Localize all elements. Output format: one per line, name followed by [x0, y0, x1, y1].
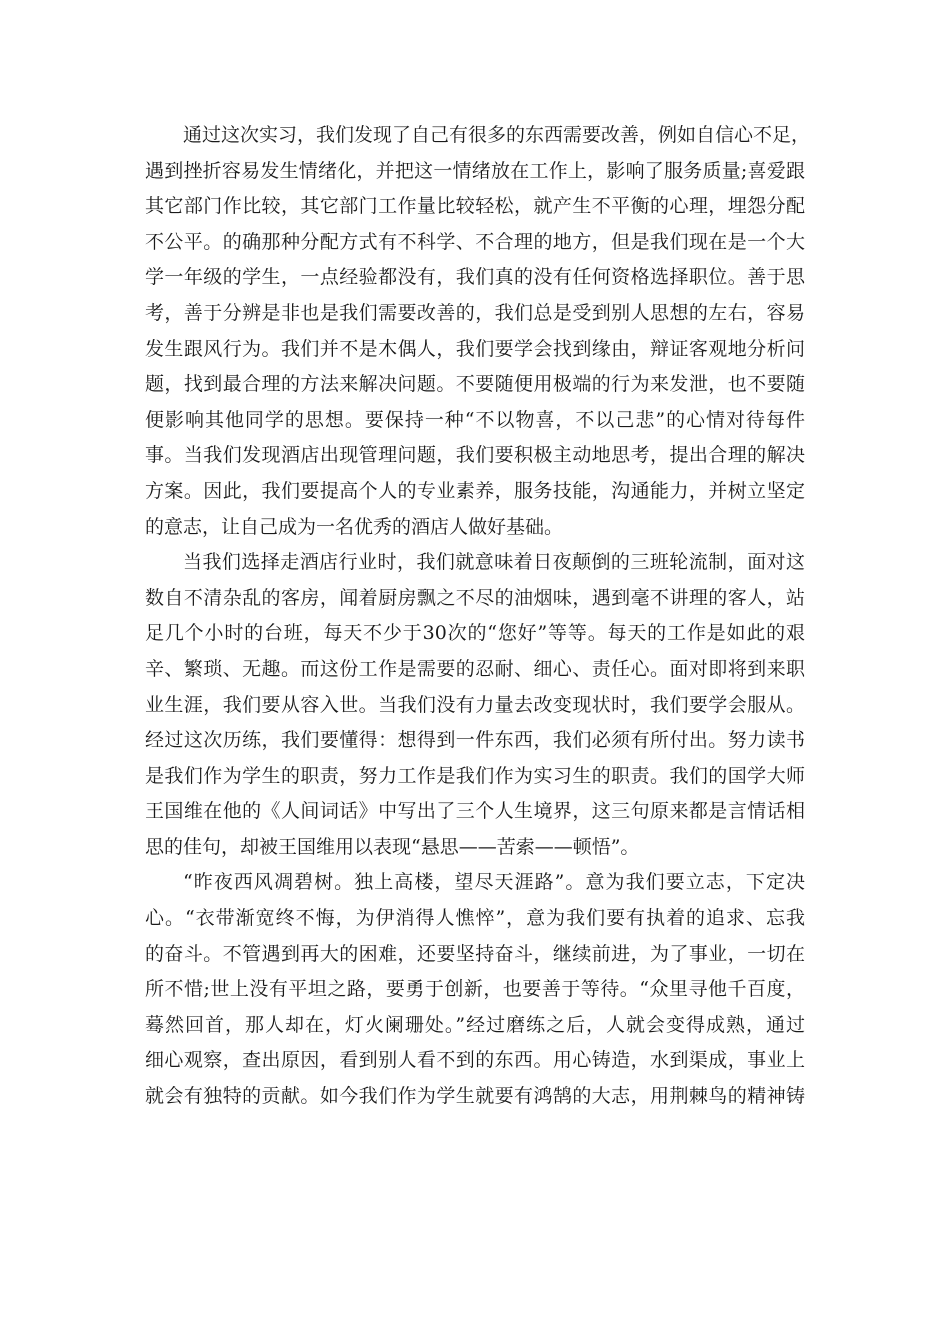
paragraph-2 — [145, 545, 805, 865]
text-line: 便影响其他同学的思想。要保持一种“不以物喜，不以己悲”的心情对待每件 — [145, 408, 805, 431]
text-line: 的意志，让自己成为一名优秀的酒店人做好基础。 — [145, 515, 564, 538]
document-body — [145, 118, 811, 1115]
text-line: 不公平。的确那种分配方式有不科学、不合理的地方，但是我们现在是一个大 — [145, 230, 805, 253]
text-line: 发生跟风行为。我们并不是木偶人，我们要学会找到缘由，辩证客观地分析问 — [145, 337, 805, 360]
text-line: 事。当我们发现酒店出现管理问题，我们要积极主动地思考，提出合理的解决 — [145, 444, 805, 467]
text-line: 其它部门作比较，其它部门工作量比较轻松，就产生不平衡的心理，埋怨分配 — [145, 195, 805, 218]
text-line: 当我们选择走酒店行业时，我们就意味着日夜颠倒的三班轮流制，面对这 — [183, 551, 805, 574]
text-line: 王国维在他的《人间词话》中写出了三个人生境界，这三句原来都是言情话相 — [145, 800, 805, 823]
text-line: 思的佳句，却被王国维用以表现“悬思——苦索——顿悟”。 — [145, 835, 640, 858]
text-line: 蓦然回首，那人却在，灯火阑珊处。”经过磨练之后，人就会变得成熟，通过 — [145, 1013, 805, 1036]
text-line: 遇到挫折容易发生情绪化，并把这一情绪放在工作上，影响了服务质量;喜爱跟 — [145, 159, 805, 182]
text-line: 心。“衣带渐宽终不悔，为伊消得人憔悴”，意为我们要有执着的追求、忘我 — [145, 907, 805, 930]
text-line: 足几个小时的台班，每天不少于30次的“您好”等等。每天的工作是如此的艰 — [145, 622, 805, 645]
text-line: 业生涯，我们要从容入世。当我们没有力量去改变现状时，我们要学会服从。 — [145, 693, 805, 716]
text-line: 就会有独特的贡献。如今我们作为学生就要有鸿鹄的大志，用荆棘鸟的精神铸 — [145, 1085, 805, 1108]
text-line: 方案。因此，我们要提高个人的专业素养，服务技能，沟通能力，并树立坚定 — [145, 479, 805, 502]
text-line: 题，找到最合理的方法来解决问题。不要随便用极端的行为来发泄，也不要随 — [145, 373, 805, 396]
text-line: 考，善于分辨是非也是我们需要改善的，我们总是受到别人思想的左右，容易 — [145, 301, 805, 324]
text-line: 通过这次实习，我们发现了自己有很多的东西需要改善，例如自信心不足， — [183, 124, 811, 146]
text-line: 辛、繁琐、无趣。而这份工作是需要的忍耐、细心、责任心。面对即将到来职 — [145, 657, 805, 680]
text-line: 是我们作为学生的职责，努力工作是我们作为实习生的职责。我们的国学大师 — [145, 764, 805, 787]
paragraph-3 — [145, 865, 805, 1114]
text-line: 的奋斗。不管遇到再大的困难，还要坚持奋斗，继续前进，为了事业，一切在 — [145, 942, 805, 965]
text-line: 数自不清杂乱的客房，闻着厨房飘之不尽的油烟味，遇到毫不讲理的客人，站 — [145, 586, 805, 609]
text-line: 细心观察，查出原因，看到别人看不到的东西。用心铸造，水到渠成，事业上 — [145, 1049, 805, 1072]
text-line: 所不惜;世上没有平坦之路，要勇于创新，也要善于等待。“众里寻他千百度， — [145, 978, 805, 1001]
paragraph-1 — [145, 118, 811, 545]
text-line: 学一年级的学生，一点经验都没有，我们真的没有任何资格选择职位。善于思 — [145, 266, 805, 289]
text-line: 经过这次历练，我们要懂得：想得到一件东西，我们必须有所付出。努力读书 — [145, 729, 805, 752]
text-line: “昨夜西风凋碧树。独上高楼，望尽天涯路”。意为我们要立志，下定决 — [183, 871, 805, 894]
